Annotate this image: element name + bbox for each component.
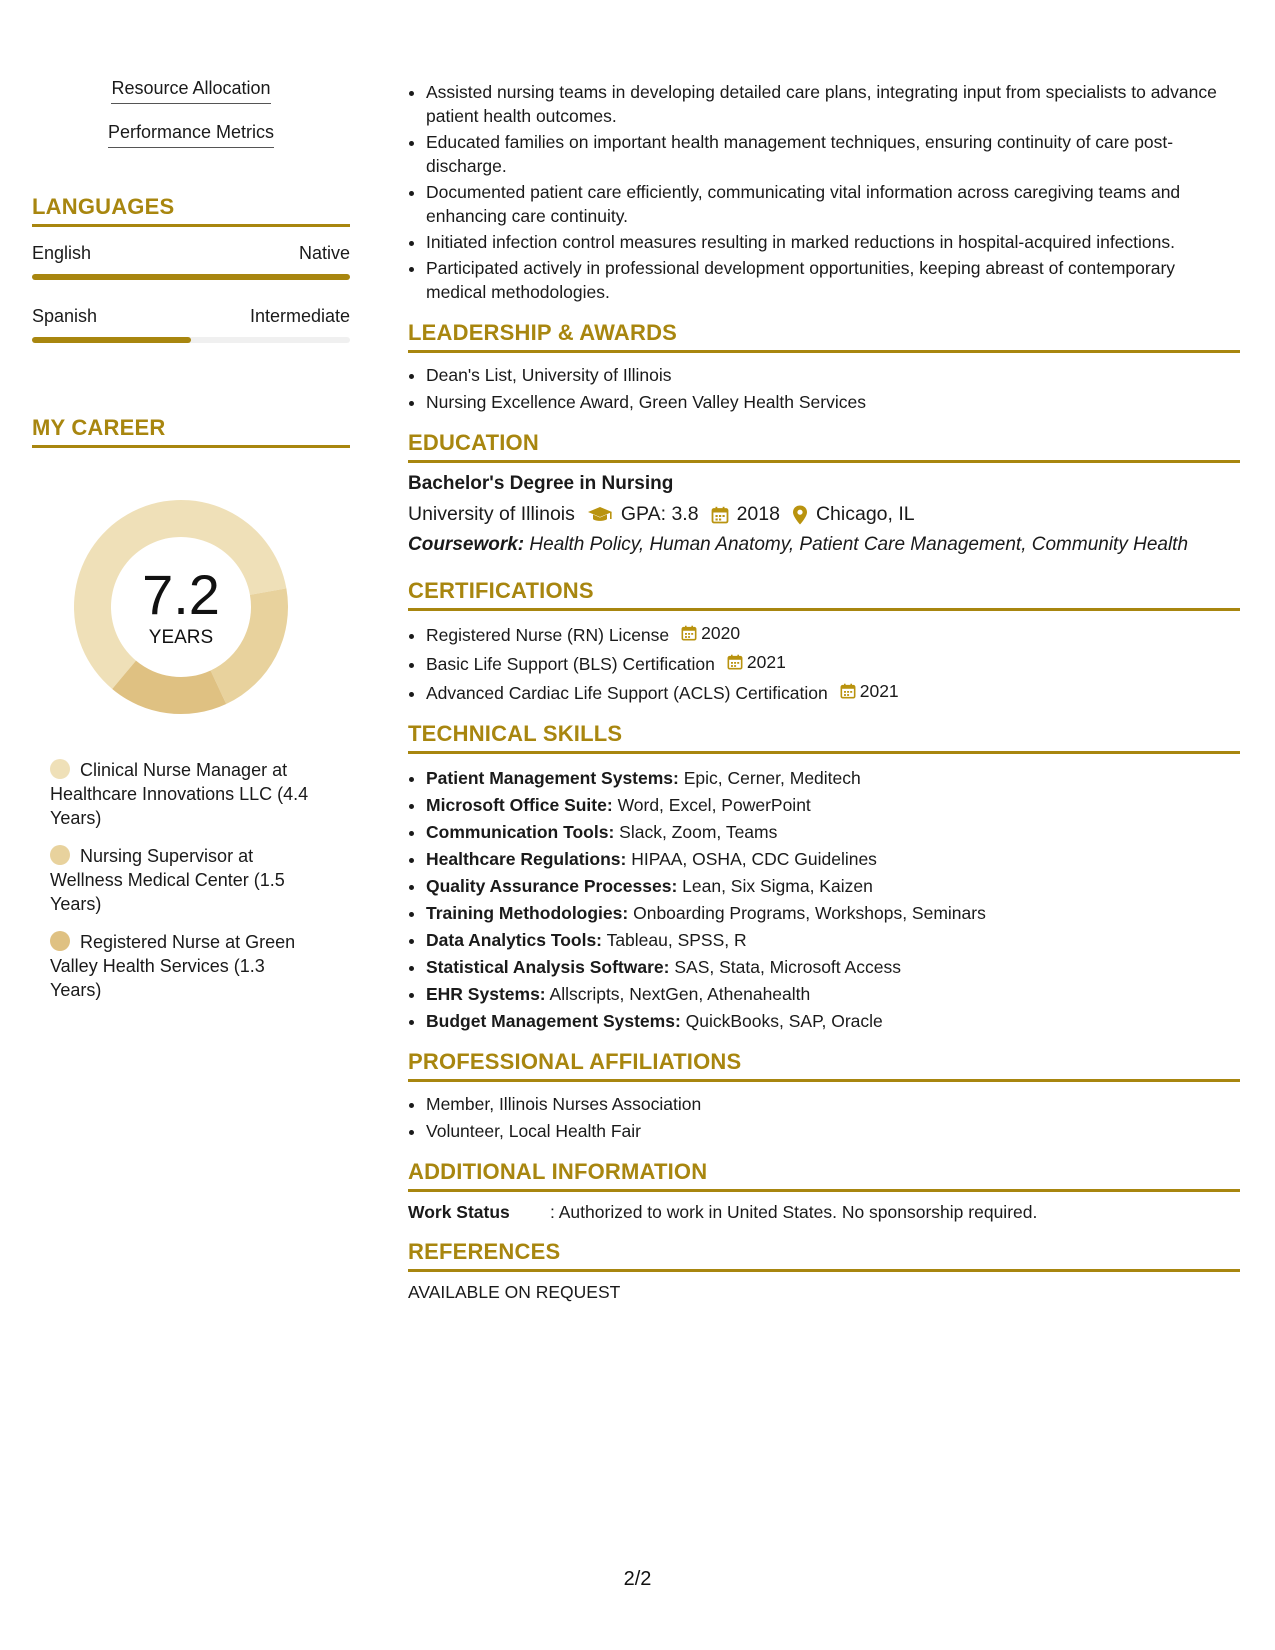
certification-item bbox=[426, 679, 1240, 705]
tech-skill-item bbox=[426, 901, 1240, 925]
tech-skill-item bbox=[426, 820, 1240, 844]
language-level: Intermediate bbox=[249, 306, 350, 326]
tech-skill-label: EHR Systems: bbox=[426, 984, 546, 1004]
experience-bullet: • Educated families on important health management techniques, ensuring continuity of care post-discharge. bbox=[426, 130, 1240, 178]
language-level: Native bbox=[298, 243, 350, 263]
affiliations-heading: PROFESSIONAL AFFILIATIONS bbox=[408, 1049, 1240, 1082]
tech-skill-label: Patient Management Systems: bbox=[426, 768, 679, 788]
tech-skill-item bbox=[426, 928, 1240, 952]
language-bar bbox=[32, 274, 350, 280]
technical-skills-list bbox=[408, 766, 1240, 1033]
tech-skill-value: Slack, Zoom, Teams bbox=[619, 822, 778, 842]
tech-skill-value: Tableau, SPSS, R bbox=[606, 930, 747, 950]
tech-skill-label: Data Analytics Tools: bbox=[426, 930, 603, 950]
tech-skill-label: Budget Management Systems: bbox=[426, 1011, 681, 1031]
tech-skill-label: Training Methodologies: bbox=[426, 903, 629, 923]
tech-skill-item bbox=[426, 847, 1240, 871]
award-item: • Dean's List, University of Illinois bbox=[426, 363, 1240, 387]
experience-bullet: • Assisted nursing teams in developing detailed care plans, integrating input from specialists to advance patient health outcomes. bbox=[426, 80, 1240, 128]
career-legend-item bbox=[50, 844, 320, 916]
certification-item bbox=[426, 650, 1240, 676]
tech-skill-item bbox=[426, 1009, 1240, 1033]
career-legend bbox=[50, 758, 320, 1002]
tech-skill-value: HIPAA, OSHA, CDC Guidelines bbox=[631, 849, 877, 869]
tech-skill-label: Statistical Analysis Software: bbox=[426, 957, 670, 977]
legend-dot-icon bbox=[50, 845, 70, 865]
references-text: AVAILABLE ON REQUEST bbox=[408, 1282, 621, 1302]
education-details bbox=[408, 503, 1240, 526]
tech-skill-value: Onboarding Programs, Workshops, Seminars bbox=[633, 903, 986, 923]
certifications-heading: CERTIFICATIONS bbox=[408, 578, 1240, 611]
career-heading: MY CAREER bbox=[32, 415, 350, 448]
page-number: 2/2 bbox=[623, 1568, 652, 1590]
tech-skill-label: Communication Tools: bbox=[426, 822, 615, 842]
language-name: Spanish bbox=[32, 306, 98, 326]
tech-skill-value: SAS, Stata, Microsoft Access bbox=[674, 957, 901, 977]
career-total-unit: YEARS bbox=[148, 627, 214, 648]
tech-skill-item bbox=[426, 874, 1240, 898]
legend-dot-icon bbox=[50, 759, 70, 779]
award-item: • Nursing Excellence Award, Green Valley Health Services bbox=[426, 390, 1240, 414]
tech-skill-value: Epic, Cerner, Meditech bbox=[683, 768, 861, 788]
career-legend-item bbox=[50, 930, 320, 1002]
school-location: Chicago, IL bbox=[815, 503, 915, 525]
tech-skill-value: QuickBooks, SAP, Oracle bbox=[685, 1011, 883, 1031]
awards-heading: LEADERSHIP & AWARDS bbox=[408, 320, 1240, 353]
certification-year: 2021 bbox=[859, 681, 899, 701]
right-column bbox=[408, 80, 1240, 1303]
skill-item bbox=[32, 122, 350, 148]
tech-skill-item bbox=[426, 982, 1240, 1006]
legend-dot-icon bbox=[50, 931, 70, 951]
career-legend-label: Clinical Nurse Manager at Healthcare Innovations LLC (4.4 Years) bbox=[50, 760, 309, 828]
experience-bullets bbox=[408, 80, 1240, 304]
certification-item bbox=[426, 621, 1240, 647]
education-heading: EDUCATION bbox=[408, 430, 1240, 463]
experience-bullet: • Initiated infection control measures resulting in marked reductions in hospital-acquired infections. bbox=[426, 230, 1240, 254]
additional-info-heading: ADDITIONAL INFORMATION bbox=[408, 1159, 1240, 1192]
graduation-year: 2018 bbox=[736, 503, 780, 525]
work-status-label: Work Status bbox=[408, 1202, 510, 1222]
graduation-cap-icon bbox=[587, 506, 613, 524]
language-bar-fill bbox=[32, 337, 191, 343]
language-bar bbox=[32, 337, 350, 343]
certification-year: 2020 bbox=[701, 623, 741, 643]
tech-skill-value: Word, Excel, PowerPoint bbox=[617, 795, 811, 815]
tech-skill-item bbox=[426, 766, 1240, 790]
certification-name: Advanced Cardiac Life Support (ACLS) Certification bbox=[426, 683, 828, 703]
tech-skill-label: Microsoft Office Suite: bbox=[426, 795, 613, 815]
gpa: GPA: 3.8 bbox=[620, 503, 699, 525]
affiliations-list bbox=[408, 1092, 1240, 1143]
awards-list bbox=[408, 363, 1240, 414]
skill-item bbox=[32, 78, 350, 104]
language-item bbox=[32, 306, 350, 343]
affiliation-item: • Member, Illinois Nurses Association bbox=[426, 1092, 1240, 1116]
location-pin-icon bbox=[792, 505, 808, 525]
tech-skill-value: Lean, Six Sigma, Kaizen bbox=[682, 876, 873, 896]
technical-skills-heading: TECHNICAL SKILLS bbox=[408, 721, 1240, 754]
left-column bbox=[32, 78, 350, 1016]
work-status-value: : Authorized to work in United States. No sponsorship required. bbox=[550, 1202, 1038, 1222]
coursework-value: Health Policy, Human Anatomy, Patient Care Management, Community Health bbox=[529, 534, 1189, 555]
affiliation-item: • Volunteer, Local Health Fair bbox=[426, 1119, 1240, 1143]
certification-name: Basic Life Support (BLS) Certification bbox=[426, 654, 715, 674]
calendar-icon bbox=[840, 683, 856, 699]
calendar-icon bbox=[711, 506, 729, 524]
references-heading: REFERENCES bbox=[408, 1239, 1240, 1272]
degree-title: Bachelor's Degree in Nursing bbox=[408, 473, 674, 494]
certification-name: Registered Nurse (RN) License bbox=[426, 625, 670, 645]
experience-bullet: • Documented patient care efficiently, communicating vital information across caregiving teams and enhancing care continuity. bbox=[426, 180, 1240, 228]
coursework bbox=[408, 534, 1240, 556]
tech-skill-item bbox=[426, 793, 1240, 817]
language-name: English bbox=[32, 243, 92, 263]
tech-skill-value: Allscripts, NextGen, Athenahealth bbox=[549, 984, 811, 1004]
tech-skill-label: Quality Assurance Processes: bbox=[426, 876, 678, 896]
career-legend-label: Registered Nurse at Green Valley Health Services (1.3 Years) bbox=[50, 932, 296, 1000]
career-legend-item bbox=[50, 758, 320, 830]
experience-bullet: • Participated actively in professional development opportunities, keeping abreast of contemporary medical methodologies. bbox=[426, 256, 1240, 304]
languages-heading: LANGUAGES bbox=[32, 194, 350, 227]
certification-year: 2021 bbox=[746, 652, 786, 672]
language-bar-fill bbox=[32, 274, 350, 280]
skill-label: Performance Metrics bbox=[108, 122, 274, 148]
calendar-icon bbox=[681, 625, 697, 641]
work-status-row bbox=[408, 1202, 1240, 1223]
calendar-icon bbox=[727, 654, 743, 670]
career-donut-chart bbox=[66, 492, 296, 722]
career-total-years: 7.2 bbox=[142, 563, 220, 626]
school-name: University of Illinois bbox=[408, 503, 575, 525]
coursework-label: Coursework: bbox=[408, 534, 525, 555]
tech-skill-label: Healthcare Regulations: bbox=[426, 849, 627, 869]
certifications-list bbox=[408, 621, 1240, 705]
skill-label: Resource Allocation bbox=[111, 78, 270, 104]
language-item bbox=[32, 243, 350, 280]
tech-skill-item bbox=[426, 955, 1240, 979]
career-legend-label: Nursing Supervisor at Wellness Medical Center (1.5 Years) bbox=[50, 846, 285, 914]
